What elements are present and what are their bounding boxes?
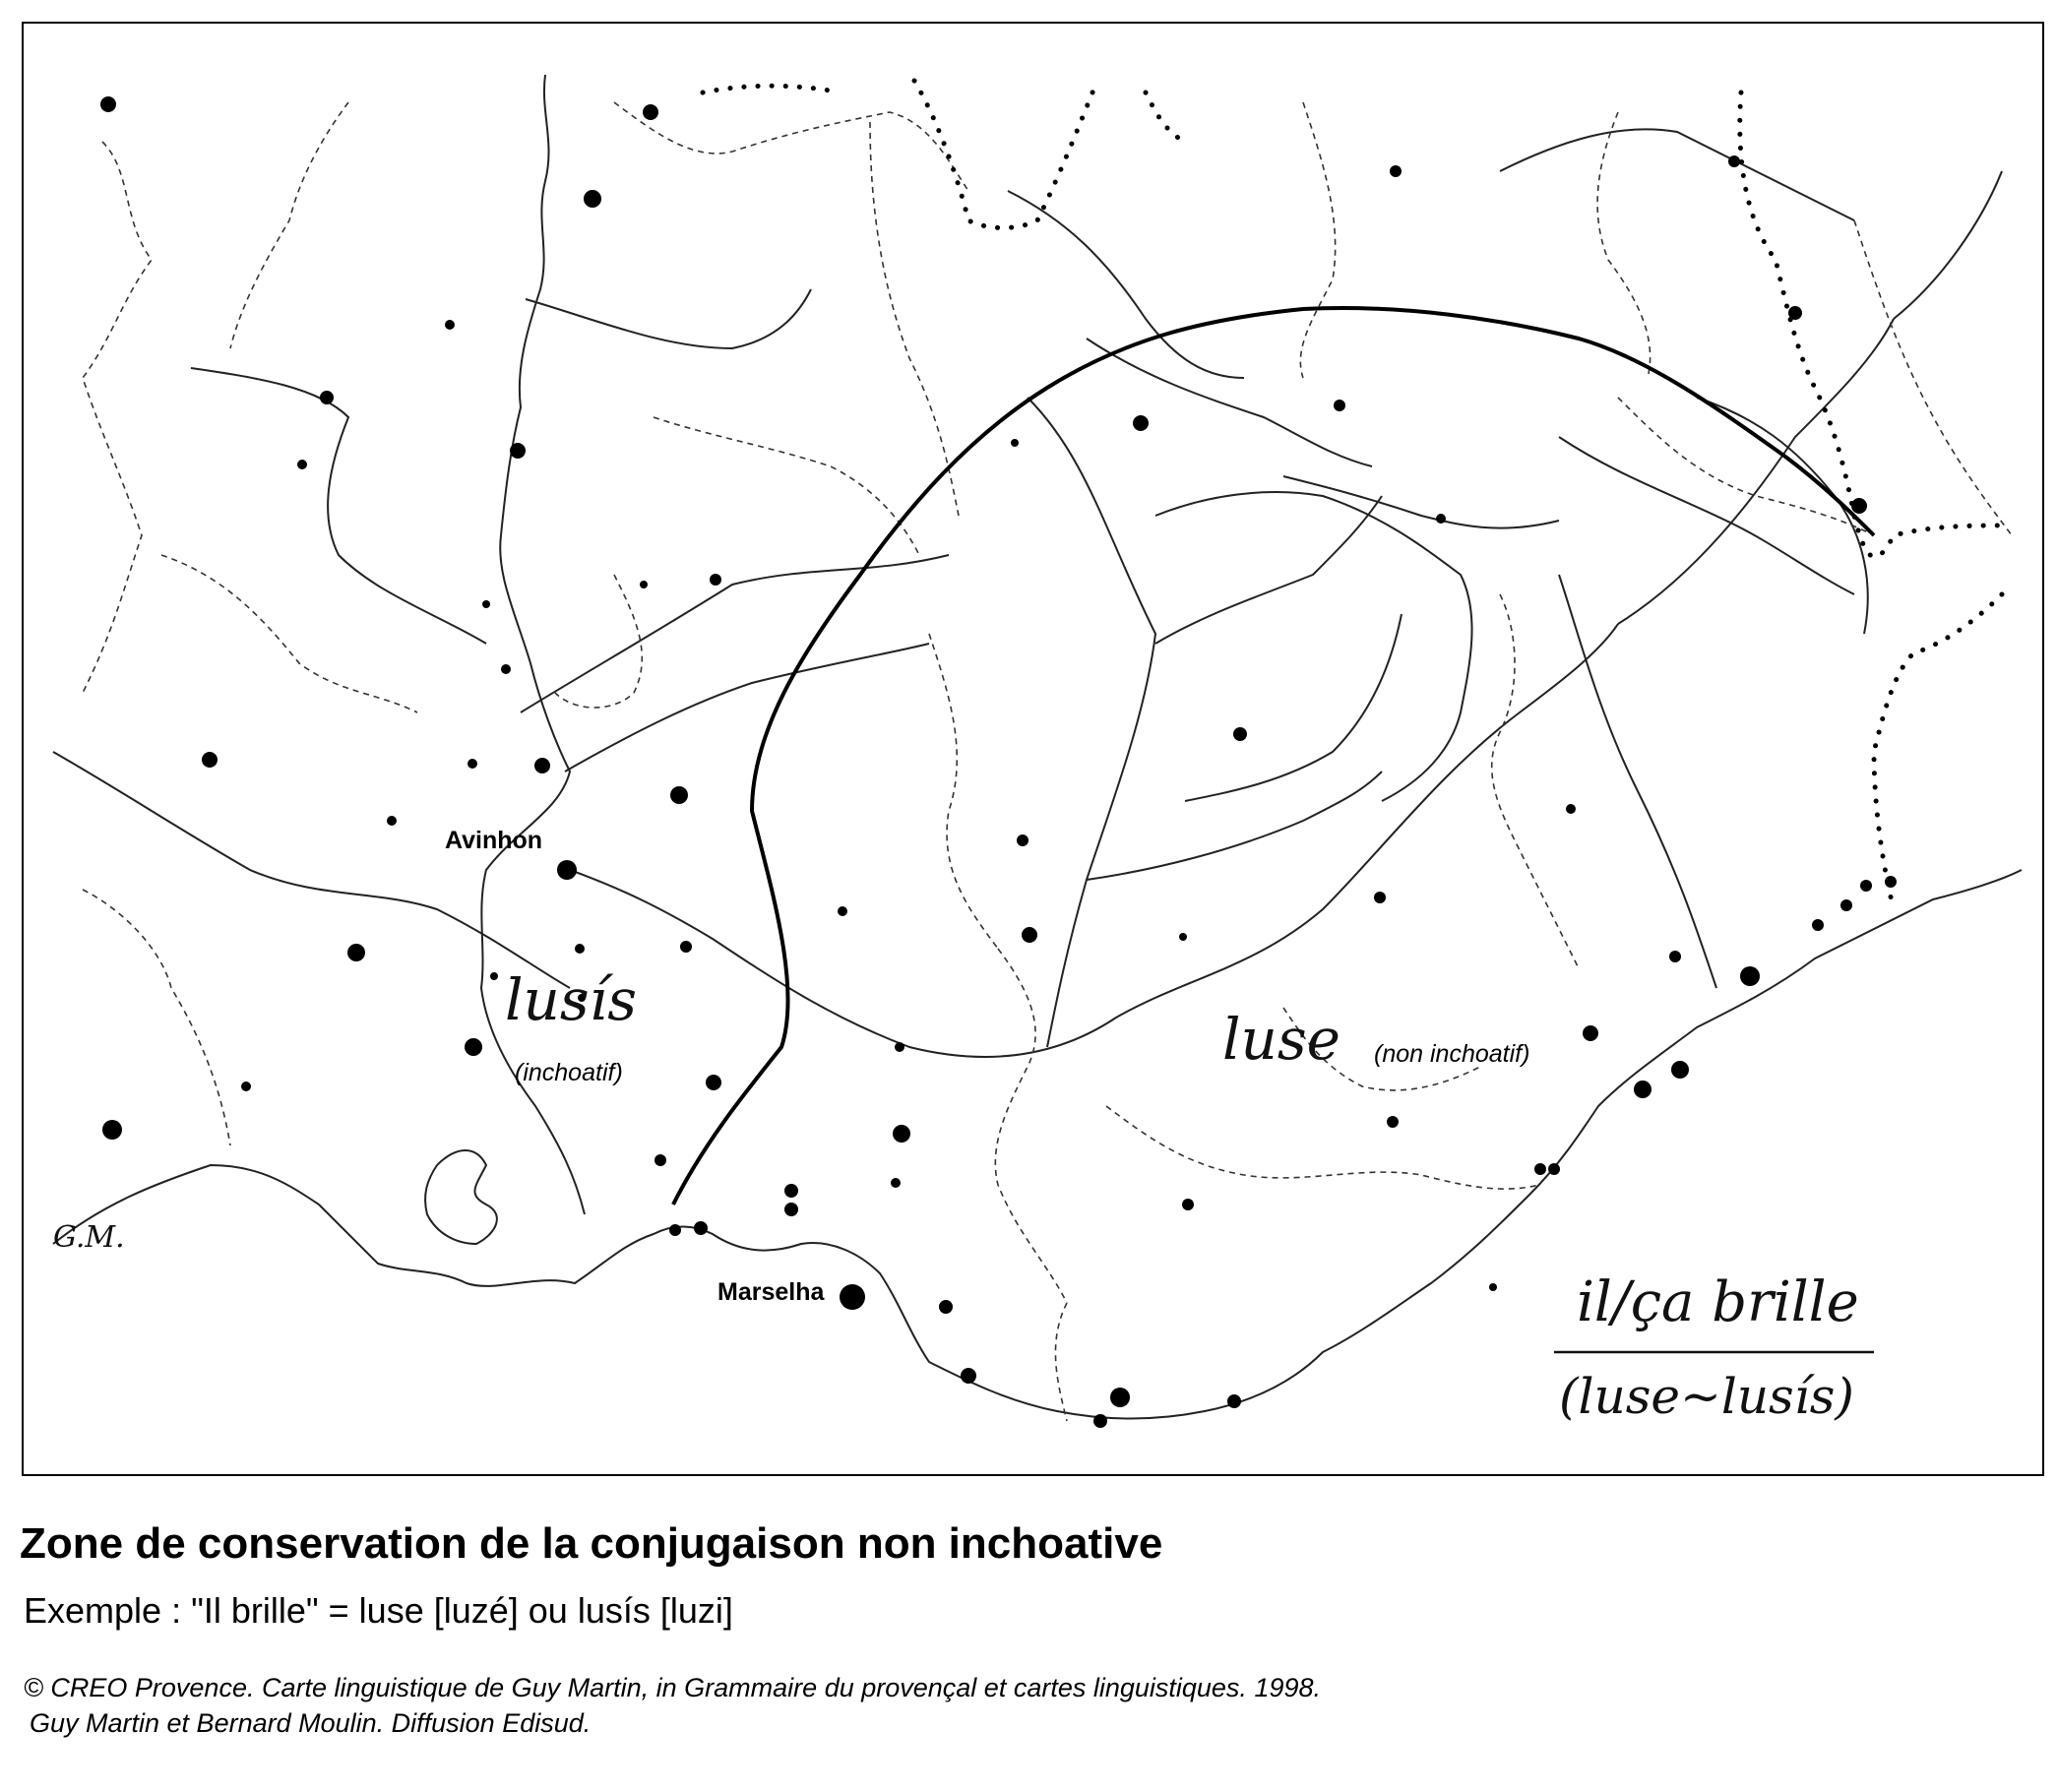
town-dot: [202, 752, 218, 768]
boundary-10: [1300, 102, 1335, 378]
town-dot: [1182, 1199, 1194, 1210]
river-east-3: [1155, 496, 1382, 644]
border-east: [1740, 93, 2002, 557]
town-dot: [102, 1120, 122, 1140]
river-loop: [1155, 492, 1472, 801]
border-east-2: [1874, 594, 2002, 909]
town-dot: [694, 1221, 708, 1235]
town-dot: [1227, 1394, 1241, 1408]
town-dot: [510, 443, 526, 459]
town-dot: [784, 1203, 798, 1216]
river-se-1: [1559, 575, 1716, 988]
town-dot: [939, 1300, 953, 1314]
town-dot: [465, 1038, 482, 1056]
boundary-14: [1854, 220, 2012, 535]
credit-line-1: © CREO Provence. Carte linguistique de Guy Martin, in Grammaire du provençal et cartes linguistiques. 1998.: [24, 1673, 1322, 1702]
town-dot: [895, 1042, 904, 1052]
river-se-2: [1697, 398, 1868, 634]
boundary-2: [230, 102, 348, 348]
river-nw-1: [191, 368, 486, 644]
legend-bottom: (luse~lusís): [1559, 1368, 1854, 1425]
town-dot: [1110, 1388, 1130, 1407]
boundary-1: [83, 142, 152, 693]
boundary-13: [1106, 1106, 1539, 1189]
town-dot: [320, 391, 334, 404]
city-label-avinhon: Avinhon: [445, 827, 543, 854]
boundary-4: [614, 102, 968, 191]
river-far-east: [1894, 171, 2002, 319]
town-dot: [241, 1081, 251, 1091]
river-east-5: [1087, 772, 1382, 880]
boundary-7: [929, 634, 998, 949]
rhone-river: [481, 75, 585, 1214]
town-dot: [482, 600, 490, 608]
town-dot: [1566, 804, 1576, 814]
town-dot: [643, 104, 658, 120]
river-east-4: [1185, 614, 1402, 801]
linguistic-map: [24, 24, 2042, 1474]
border-north: [703, 86, 841, 93]
boundary-11: [1597, 112, 1651, 378]
town-dot: [1022, 927, 1037, 943]
town-dot: [961, 1368, 976, 1384]
boundary-9: [1055, 1303, 1067, 1421]
town-dot: [1233, 727, 1247, 741]
boundary-18: [654, 417, 919, 555]
town-dot: [1788, 306, 1802, 320]
town-dot: [1489, 1283, 1497, 1291]
town-dot: [1436, 514, 1446, 524]
river-central-1: [526, 289, 811, 348]
town-dot: [445, 320, 455, 330]
town-dot: [654, 1154, 666, 1166]
zone-label-west: lusís: [505, 966, 637, 1033]
border-north-3: [1146, 93, 1185, 142]
zone-label-east: luse: [1222, 1006, 1340, 1073]
town-dot: [1634, 1081, 1652, 1098]
town-dot: [1669, 951, 1681, 962]
town-dot: [706, 1075, 721, 1090]
river-east-2: [1283, 476, 1559, 528]
boundary-12: [1492, 594, 1579, 968]
town-dot: [297, 460, 307, 469]
town-dot: [1133, 415, 1149, 431]
page-title: Zone de conservation de la conjugaison non inchoative: [20, 1519, 1163, 1568]
town-dot: [1387, 1116, 1399, 1128]
river-east-1: [1028, 398, 1155, 1047]
page-subtitle: Exemple : "Il brille" = luse [luzé] ou lusís [luzi]: [24, 1590, 733, 1631]
town-dot: [1548, 1163, 1560, 1175]
town-dot: [1671, 1061, 1689, 1079]
town-dot: [100, 96, 116, 112]
river-central-3: [565, 644, 929, 772]
river-top-east: [1500, 129, 1854, 220]
town-dot: [584, 190, 601, 208]
map-frame: [22, 22, 2044, 1476]
durance-tributary: [1618, 319, 1894, 624]
town-dot: [468, 759, 477, 769]
town-dot: [710, 574, 721, 586]
river-se-3: [1559, 437, 1854, 594]
town-dot: [1011, 439, 1019, 447]
town-dot: [1017, 834, 1028, 846]
town-dot: [1179, 933, 1187, 941]
credit-line-2: Guy Martin et Bernard Moulin. Diffusion Edisud.: [30, 1708, 592, 1738]
town-dot: [1840, 899, 1852, 911]
town-dot: [680, 941, 692, 953]
town-dot: [640, 581, 648, 588]
town-dot: [669, 1224, 681, 1236]
town-dot: [1812, 919, 1824, 931]
town-dot: [1860, 880, 1872, 892]
river-nw-2: [53, 752, 570, 988]
river-n-2: [1087, 339, 1372, 466]
zone-note-west: (inchoatif): [515, 1059, 623, 1086]
border-north-2: [914, 81, 1096, 228]
map-signature: G.M.: [53, 1220, 125, 1255]
town-dot: [1093, 1414, 1107, 1428]
town-dot: [670, 786, 688, 804]
town-dot: [387, 816, 397, 826]
town-dot: [1583, 1025, 1598, 1041]
boundary-6: [555, 575, 642, 708]
town-dot: [1334, 400, 1345, 411]
town-dot: [784, 1184, 798, 1198]
zone-note-east: (non inchoatif): [1374, 1040, 1530, 1068]
legend-top: il/ça brille: [1577, 1270, 1859, 1334]
town-dot: [838, 906, 847, 916]
durance-river: [570, 624, 1618, 1057]
town-dot: [1374, 892, 1386, 903]
boundary-3: [161, 555, 417, 712]
town-dot: [893, 1125, 910, 1143]
town-dot: [1534, 1163, 1546, 1175]
boundary-5: [870, 122, 959, 516]
town-dot: [490, 972, 498, 980]
etang-de-berre: [425, 1150, 497, 1244]
town-dot: [575, 944, 585, 954]
city-label-marselha: Marselha: [717, 1278, 825, 1306]
boundary-17: [83, 890, 230, 1145]
town-dot: [347, 944, 365, 961]
town-dot: [1851, 498, 1867, 514]
coastline: [319, 870, 2022, 1419]
town-dot: [1740, 966, 1760, 986]
town-dot: [534, 758, 550, 773]
town-dot: [557, 860, 577, 880]
town-dot: [1885, 876, 1897, 888]
town-dot: [840, 1284, 865, 1310]
town-dot: [1390, 165, 1402, 177]
town-dot: [891, 1178, 901, 1188]
town-dot: [1728, 155, 1740, 167]
town-dot: [501, 664, 511, 674]
